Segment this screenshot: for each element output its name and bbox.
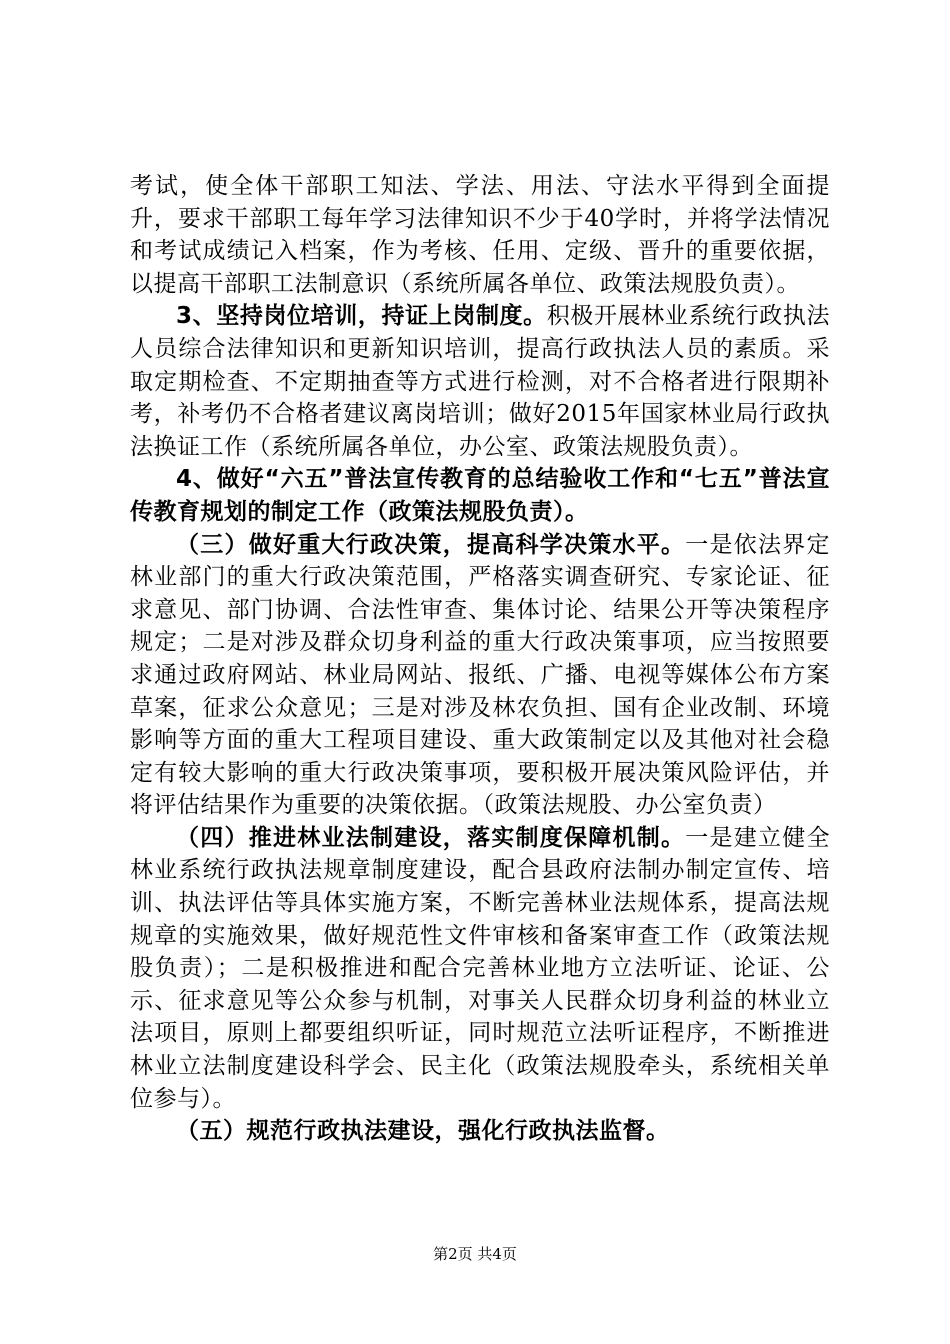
paragraph-3-bold-lead: 4、做好“六五”普法宣传教育的总结验收工作和“七五”普法宣传教育规划的制定工作（政策法规股负责）。 [130, 466, 830, 525]
paragraph-3 [130, 463, 830, 528]
paragraph-2-text: 积极开展林业系统行政执法人员综合法律知识和更新知识培训，提高行政执法人员的素质。采取定期检查、不定期抽查等方式进行检测，对不合格者进行限期补考，补考仍不合格者建议离岗培训；做好2015年国家林业局行政执法换证工作（系统所属各单位，办公室、政策法规股负责）。 [130, 303, 830, 460]
paragraph-6 [130, 1115, 830, 1148]
paragraph-5 [130, 822, 830, 1115]
paragraph-4 [130, 529, 830, 822]
paragraph-6-bold-lead: （五）规范行政执法建设，强化行政执法监督。 [176, 1118, 670, 1145]
paragraph-1-text: 考试，使全体干部职工知法、学法、用法、守法水平得到全面提升，要求干部职工每年学习法律知识不少于40学时，并将学法情况和考试成绩记入档案，作为考核、任用、定级、晋升的重要依据，以提高干部职工法制意识（系统所属各单位、政策法规股负责）。 [130, 173, 830, 297]
paragraph-1 [130, 170, 830, 300]
paragraph-4-text: 一是依法界定林业部门的重大行政决策范围，严格落实调查研究、专家论证、征求意见、部门协调、合法性审查、集体讨论、结果公开等决策程序规定；二是对涉及群众切身利益的重大行政决策事项，应当按照要求通过政府网站、林业局网站、报纸、广播、电视等媒体公布方案草案，征求公众意见；三是对涉及林农负担、国有企业改制、环境影响等方面的重大工程项目建设、重大政策制定以及其他对社会稳定有较大影响的重大行政决策事项，要积极开展决策风险评估，并将评估结果作为重要的决策依据。（政策法规股、办公室负责） [130, 531, 830, 819]
paragraph-4-bold-lead: （三）做好重大行政决策，提高科学决策水平。 [176, 531, 686, 558]
paragraph-5-bold-lead: （四）推进林业法制建设，落实制度保障机制。 [176, 824, 686, 851]
page-number-footer: 第2页 共4页 [433, 1245, 517, 1263]
document-body [130, 170, 830, 1148]
paragraph-5-text: 一是建立健全林业系统行政执法规章制度建设，配合县政府法制办制定宣传、培训、执法评估等具体实施方案，不断完善林业法规体系，提高法规规章的实施效果，做好规范性文件审核和备案审查工作（政策法规股负责）；二是积极推进和配合完善林业地方立法听证、论证、公示、征求意见等公众参与机制，对事关人民群众切身利益的林业立法项目，原则上都要组织听证，同时规范立法听证程序，不断推进林业立法制度建设科学会、民主化（政策法规股牵头，系统相关单位参与）。 [130, 824, 830, 1112]
paragraph-2-bold-lead: 3、坚持岗位培训，持证上岗制度。 [176, 303, 547, 330]
paragraph-2 [130, 300, 830, 463]
